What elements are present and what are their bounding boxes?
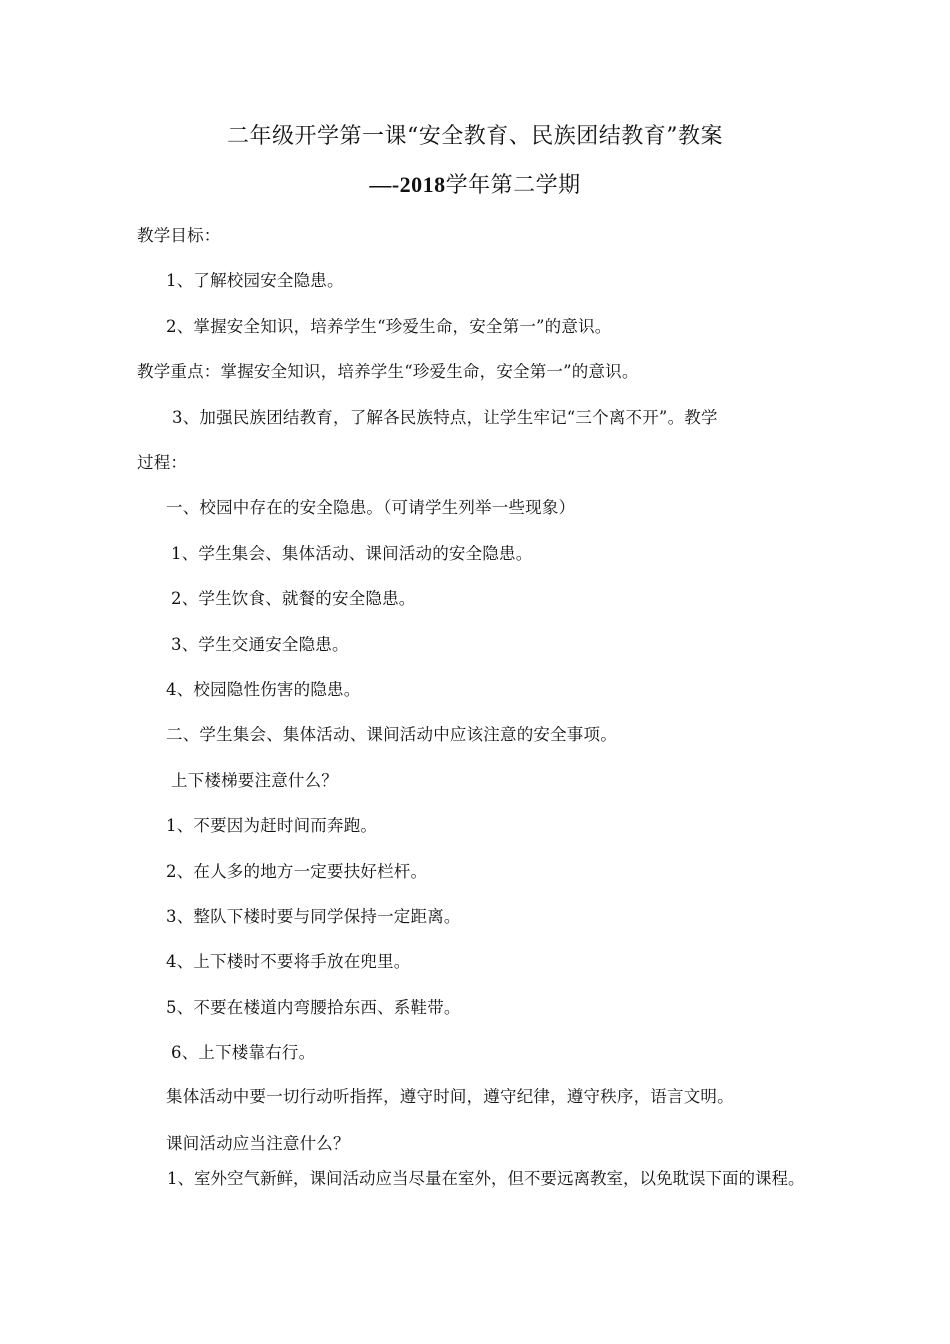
paragraph-line: 3、学生交通安全隐患。: [171, 635, 349, 654]
paragraph-line: 教学重点：掌握安全知识，培养学生“珍爱生命，安全第一”的意识。: [137, 362, 639, 381]
paragraph-line: 4、校园隐性伤害的隐患。: [166, 680, 361, 699]
paragraph-line: 6、上下楼靠右行。: [171, 1043, 316, 1062]
paragraph-line: 集体活动中要一切行动听指挥，遵守时间，遵守纪律，遵守秩序，语言文明。: [166, 1087, 734, 1106]
subtitle-year: —-2018: [369, 172, 446, 197]
paragraph-wrapped: 1、室外空气新鲜，课间活动应当尽量在室外，但不要远离教室，以免耽误下面的课程。: [167, 1169, 805, 1188]
paragraph-line: 4、上下楼时不要将手放在兜里。: [166, 952, 411, 971]
paragraph-line: 教学目标：: [137, 226, 221, 245]
paragraph-line: 课间活动应当注意什么？: [166, 1134, 350, 1153]
paragraph-line: 1、不要因为赶时间而奔跑。: [166, 816, 378, 835]
paragraph-line: 一、校园中存在的安全隐患。（可请学生列举一些现象）: [166, 498, 576, 517]
paragraph-line: 1、了解校园安全隐患。: [166, 271, 344, 290]
paragraph-line: 1、学生集会、集体活动、课间活动的安全隐患。: [171, 544, 533, 563]
paragraph-line: 二、学生集会、集体活动、课间活动中应该注意的安全事项。: [166, 725, 617, 744]
paragraph-line: 2、在人多的地方一定要扶好栏杆。: [166, 862, 428, 881]
paragraph-line: 3、整队下楼时要与同学保持一定距离。: [166, 907, 461, 926]
paragraph-line: 2、学生饮食、就餐的安全隐患。: [171, 589, 416, 608]
paragraph-line: 上下楼梯要注意什么？: [171, 771, 338, 790]
document-title: 二年级开学第一课“安全教育、民族团结教育”教案: [227, 124, 723, 149]
paragraph-line: 2、掌握安全知识，培养学生“珍爱生命，安全第一”的意识。: [166, 317, 612, 336]
paragraph-line: 3、加强民族团结教育，了解各民族特点，让学生牢记“三个离不开”。教学: [172, 408, 718, 427]
subtitle-term: 学年第二学期: [445, 173, 581, 198]
paragraph-line: 过程：: [137, 453, 188, 472]
paragraph-line: 5、不要在楼道内弯腰拾东西、系鞋带。: [166, 998, 461, 1017]
document-subtitle: [0, 168, 950, 199]
